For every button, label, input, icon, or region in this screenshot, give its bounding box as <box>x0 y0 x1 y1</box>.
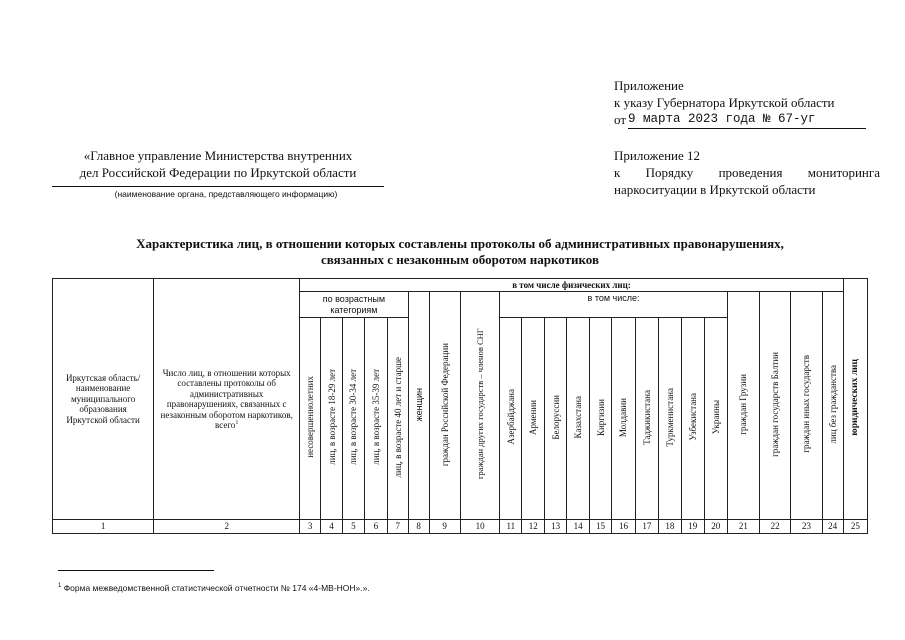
country-label: Узбекистана <box>687 393 698 442</box>
column-number: 18 <box>658 520 681 534</box>
country-label: Украины <box>710 400 721 435</box>
column-number: 10 <box>460 520 500 534</box>
country-label: Казахстана <box>573 395 584 439</box>
organization-underline <box>52 186 384 187</box>
column-number: 14 <box>567 520 590 534</box>
column-number: 24 <box>822 520 843 534</box>
header-women <box>408 292 429 520</box>
header-country-turkmenistan <box>658 318 681 520</box>
header-age-18-29 <box>321 318 343 520</box>
stateless-label: лиц без гражданства <box>827 364 838 444</box>
organization-line: дел Российской Федерации по Иркутской области <box>79 165 357 180</box>
other-states-label: граждан иных государств <box>801 355 812 454</box>
georgia-label: граждан Грузии <box>738 373 749 435</box>
column-number: 4 <box>321 520 343 534</box>
age-label: несовершеннолетних <box>305 376 316 459</box>
column-number: 17 <box>635 520 658 534</box>
column-number: 20 <box>704 520 727 534</box>
header-age-group: по возрастным категориям <box>300 292 408 318</box>
age-label: лиц, в возрасте 30-34 лет <box>348 369 359 466</box>
header-country-moldova <box>611 318 635 520</box>
decree-prefix: от <box>614 112 627 127</box>
header-country-armenia <box>522 318 545 520</box>
header-country-azerbaijan <box>500 318 522 520</box>
header-age-40-plus <box>387 318 408 520</box>
cis-citizens-label: граждан других государств – членов СНГ <box>475 328 486 480</box>
appendix-block <box>614 77 884 129</box>
column-number: 9 <box>429 520 460 534</box>
women-label: женщин <box>413 387 424 421</box>
header-country-ukraine <box>704 318 727 520</box>
appendix12-block <box>614 147 880 198</box>
column-number: 12 <box>522 520 545 534</box>
appendix12-subject: наркоситуации в Иркутской области <box>614 182 816 197</box>
appendix-decree-line <box>614 111 884 129</box>
column-number: 21 <box>727 520 759 534</box>
appendix-decree-ref: к указу Губернатора Иркутской области <box>614 95 835 110</box>
column-number: 7 <box>387 520 408 534</box>
header-baltic <box>760 292 791 520</box>
country-label: Армении <box>528 399 539 435</box>
legal-entities-label: юридических лиц <box>850 359 861 437</box>
column-number: 6 <box>364 520 387 534</box>
document-title <box>60 236 860 268</box>
word: к <box>614 165 621 180</box>
baltic-label: граждан государств Балтии <box>770 351 781 457</box>
header-country-tajikistan <box>635 318 658 520</box>
country-label: Белоруссии <box>550 394 561 440</box>
age-label: лиц, в возрасте 35-39 лет <box>370 369 381 466</box>
footnote-text: Форма межведомственной статистической отчетности № 174 «4-МВ-НОН».». <box>61 583 370 593</box>
column-number-row <box>53 520 868 534</box>
decree-date: 9 марта 2023 года № 67-уг <box>628 111 866 129</box>
word: проведения <box>718 165 783 180</box>
column-number: 25 <box>843 520 867 534</box>
column-number: 16 <box>611 520 635 534</box>
organization-name <box>52 147 384 181</box>
appendix-title: Приложение <box>614 78 684 93</box>
header-age-35-39 <box>364 318 387 520</box>
country-label: Туркменистана <box>664 387 675 447</box>
country-label: Азербайджана <box>505 389 516 446</box>
column-number: 8 <box>408 520 429 534</box>
column-number: 3 <box>300 520 321 534</box>
age-label: лиц, в возрасте 40 лет и старше <box>392 357 403 478</box>
header-georgia <box>727 292 759 520</box>
header-stateless <box>822 292 843 520</box>
characteristics-table <box>52 278 868 534</box>
footnote-ref: 1 <box>235 420 239 426</box>
appendix12-title: Приложение 12 <box>614 148 701 163</box>
header-physical-persons: в том числе физических лиц: <box>300 279 844 292</box>
header-cis-citizens <box>460 292 500 520</box>
column-number: 11 <box>500 520 522 534</box>
header-including: в том числе: <box>500 292 727 318</box>
column-number: 23 <box>791 520 822 534</box>
appendix12-order-line <box>614 164 880 181</box>
age-label: лиц, в возрасте 18-29 лет <box>326 369 337 466</box>
column-number: 13 <box>545 520 567 534</box>
header-country-kazakhstan <box>567 318 590 520</box>
country-label: Молдавии <box>618 397 629 437</box>
title-line: Характеристика лиц, в отношении которых составлены протоколы об административных правонарушениях, <box>136 236 784 251</box>
header-country-kyrgyzstan <box>590 318 612 520</box>
title-line: связанных с незаконным оборотом наркотиков <box>320 252 600 267</box>
organization-caption: (наименование органа, представляющего информацию) <box>114 189 338 199</box>
header-country-belarus <box>545 318 567 520</box>
header-age-30-34 <box>342 318 364 520</box>
country-label: Киргизии <box>595 398 606 436</box>
column-number: 15 <box>590 520 612 534</box>
rf-citizens-label: граждан Российской Федерации <box>439 342 450 466</box>
footnote <box>58 583 370 593</box>
column-number: 2 <box>154 520 300 534</box>
column-number: 1 <box>53 520 154 534</box>
header-other-states <box>791 292 822 520</box>
header-region: Иркутская область/ наименование муниципального образования Иркутской области <box>53 279 154 520</box>
column-number: 22 <box>760 520 791 534</box>
footnote-divider <box>58 570 214 571</box>
header-rf-citizens <box>429 292 460 520</box>
column-number: 19 <box>681 520 704 534</box>
country-label: Таджикистана <box>641 389 652 445</box>
word: мониторинга <box>807 165 880 180</box>
header-country-uzbekistan <box>681 318 704 520</box>
column-number: 5 <box>342 520 364 534</box>
header-total-text: Число лиц, в отношении которых составлены протоколы об административных правонарушениях, связанных с незаконным оборотом наркотиков, всего <box>160 367 293 430</box>
header-total-persons <box>154 279 300 520</box>
organization-line: «Главное управление Министерства внутренних <box>83 148 353 163</box>
word: Порядку <box>645 165 694 180</box>
header-age-minors <box>300 318 321 520</box>
footnote-marker: 1 <box>58 583 62 590</box>
header-legal-entities <box>843 279 867 520</box>
